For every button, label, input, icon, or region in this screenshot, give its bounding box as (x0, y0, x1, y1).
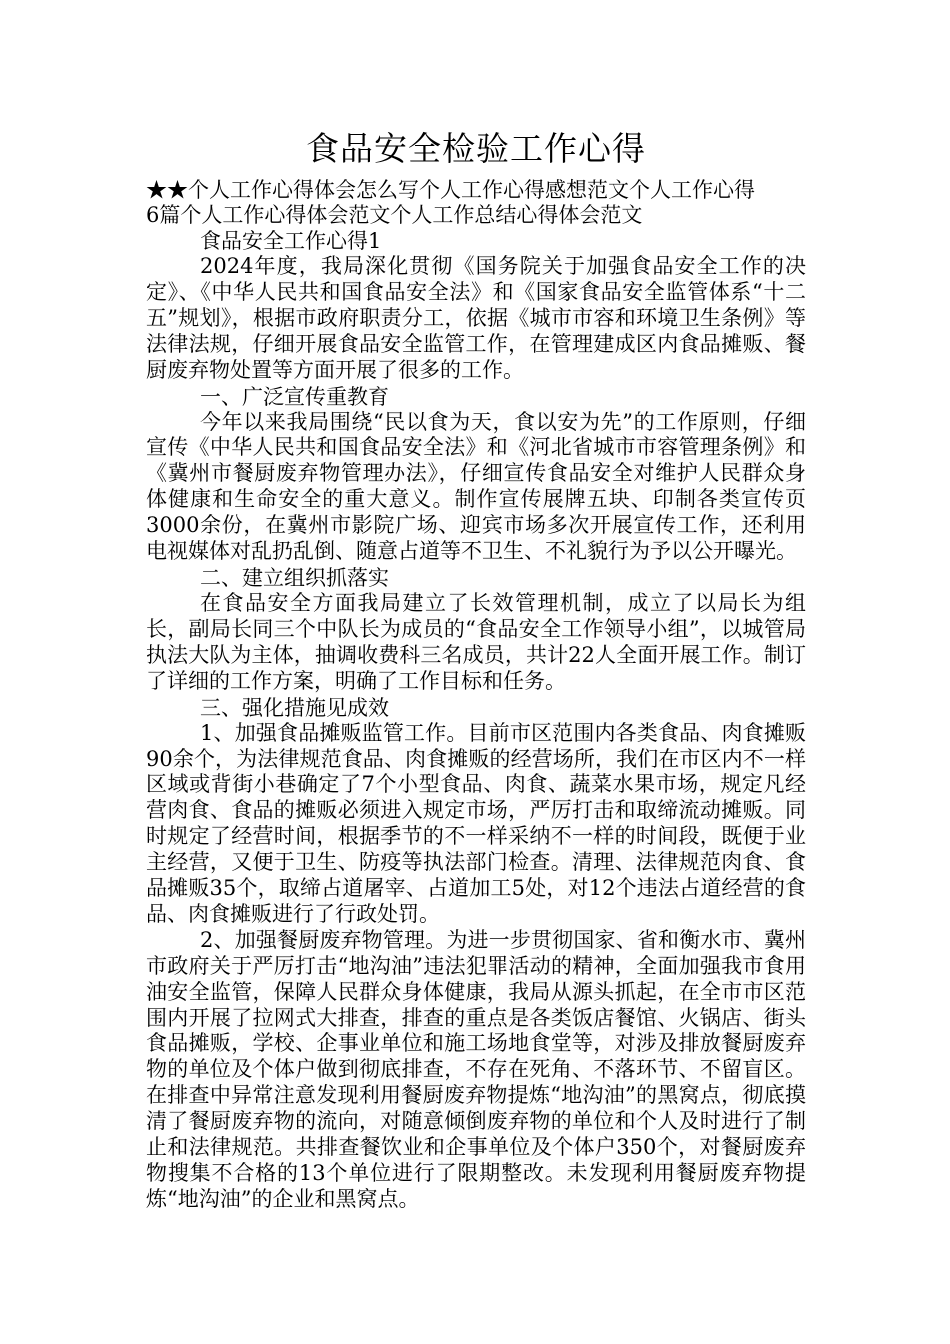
document-title: 食品安全检验工作心得 (306, 129, 646, 168)
subtitle-line-2: 6篇个人工作心得体会范文个人工作总结心得体会范文 (146, 203, 643, 227)
subtitle-line-1: ★★个人工作心得体会怎么写个人工作心得感想范文个人工作心得 (146, 178, 755, 202)
paragraph-publicity: 今年以来我局围绕“民以食为天，食以安为先”的工作原则，仔细宣传《中华人民共和国食品安全法》和《河北省城市市容管理条例》和《冀州市餐厨废弃物管理办法》，仔细宣传食品安全对维护人民群众身体健康和生命安全的重大意义。制作宣传展牌五块、印制各类宣传页3000余份，在冀州市影院广场、迎宾市场多次开展宣传工作，还利用电视媒体对乱扔乱倒、随意占道等不卫生、不礼貌行为予以公开曝光。 (146, 409, 806, 564)
section-heading-2: 二、建立组织抓落实 (200, 565, 389, 590)
intro-paragraph: 2024年度，我局深化贯彻《国务院关于加强食品安全工作的决定》、《中华人民共和国食品安全法》和《国家食品安全监管体系“十二五”规划》，根据市政府职责分工，依据《城市市容和环境卫生条例》等法律法规，仔细开展食品安全监管工作，在管理建成区内食品摊贩、餐厨废弃物处置等方面开展了很多的工作。 (146, 254, 806, 382)
section-heading-1: 一、广泛宣传重教育 (200, 384, 389, 409)
section-label: 食品安全工作心得1 (200, 229, 382, 253)
section-heading-3: 三、强化措施见成效 (200, 695, 389, 720)
paragraph-organization: 在食品安全方面我局建立了长效管理机制，成立了以局长为组长，副局长同三个中队长为成员的“食品安全工作领导小组”，以城管局执法大队为主体，抽调收费科三名成员，共计22人全面开展工作。制订了详细的工作方案，明确了工作目标和任务。 (146, 590, 806, 693)
paragraph-vendor-supervision: 1、加强食品摊贩监管工作。目前市区范围内各类食品、肉食摊贩90余个，为法律规范食品、肉食摊贩的经营场所，我们在市区内不一样区域或背街小巷确定了7个小型食品、肉食、蔬菜水果市场，规定凡经营肉食、食品的摊贩必须进入规定市场，严厉打击和取缔流动摊贩。同时规定了经营时间，根据季节的不一样采纳不一样的时间段，既便于业主经营，又便于卫生、防疫等执法部门检查。清理、法律规范肉食、食品摊贩35个，取缔占道屠宰、占道加工5处，对12个违法占道经营的食品、肉食摊贩进行了行政处罚。 (146, 720, 806, 926)
paragraph-kitchen-waste: 2、加强餐厨废弃物管理。为进一步贯彻国家、省和衡水市、冀州市政府关于严厉打击“地沟油”违法犯罪活动的精神，全面加强我市食用油安全监管，保障人民群众身体健康，我局从源头抓起，在全市市区范围内开展了拉网式大排查，排查的重点是各类饭店餐馆、火锅店、街头食品摊贩，学校、企事业单位和施工场地食堂等，对涉及排放餐厨废弃物的单位及个体户做到彻底排查，不存在死角、不落环节、不留盲区。在排查中异常注意发现利用餐厨废弃物提炼“地沟油”的黑窝点，彻底摸清了餐厨废弃物的流向，对随意倾倒废弃物的单位和个人及时进行了制止和法律规范。共排查餐饮业和企事单位及个体户350个，对餐厨废弃物搜集不合格的13个单位进行了限期整改。未发现利用餐厨废弃物提炼“地沟油”的企业和黑窝点。 (146, 927, 806, 1211)
